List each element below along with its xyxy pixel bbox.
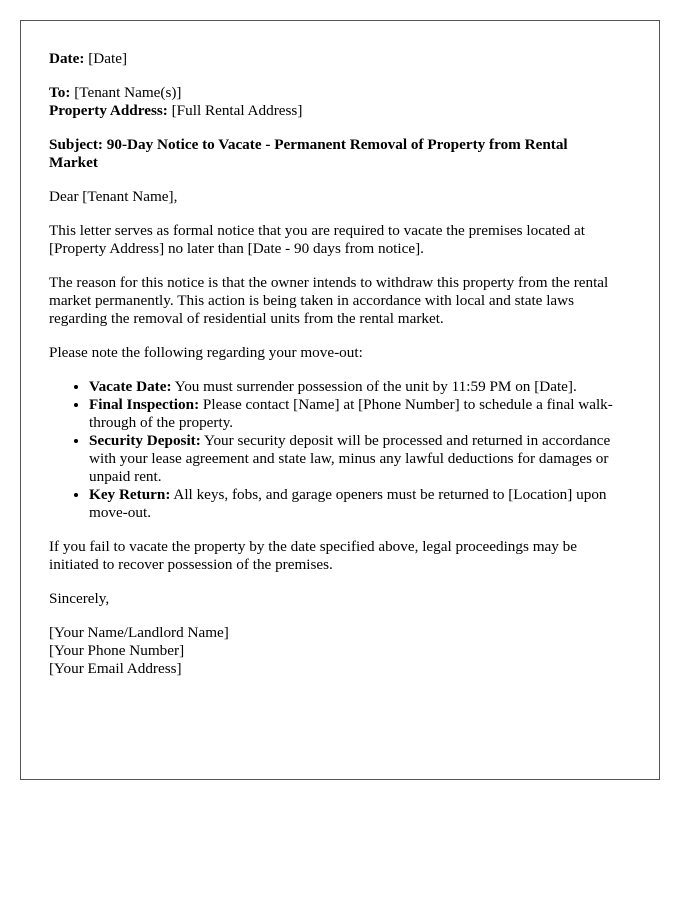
- subject-text: Subject: 90-Day Notice to Vacate - Permanent Removal of Property from Rental Market: [49, 136, 568, 171]
- subject-line: [49, 136, 619, 172]
- letter-body: [49, 50, 619, 678]
- item-text: You must surrender possession of the unit by 11:59 PM on [Date].: [171, 378, 577, 395]
- list-intro: Please note the following regarding your move-out:: [49, 344, 363, 361]
- signature-email: [Your Email Address]: [49, 660, 182, 677]
- notice-paragraph: This letter serves as formal notice that you are required to vacate the premises located at [Property Address] no later than [Date - 90 days from notice].: [49, 222, 585, 257]
- item-label: Security Deposit:: [89, 432, 201, 449]
- move-out-list: [49, 378, 619, 522]
- letter-page: [20, 20, 660, 780]
- list-item-final-inspection: [89, 396, 619, 432]
- salutation: Dear [Tenant Name],: [49, 188, 178, 205]
- list-item-vacate-date: [89, 378, 619, 396]
- address-label: Property Address:: [49, 102, 168, 119]
- to-value: [Tenant Name(s)]: [70, 84, 182, 101]
- address-value: [Full Rental Address]: [167, 102, 303, 119]
- date-line: [49, 50, 619, 68]
- item-label: Final Inspection:: [89, 396, 200, 413]
- recipient-line: [49, 84, 619, 102]
- reason-paragraph: The reason for this notice is that the owner intends to withdraw this property from the rental market permanently. This action is being taken in accordance with local and state laws regarding the removal of residential units from the rental market.: [49, 274, 609, 327]
- signature-name: [Your Name/Landlord Name]: [49, 624, 229, 641]
- list-item-key-return: [89, 486, 619, 522]
- item-text: Your security deposit will be processed and returned in accordance with your lease agreement and state law, minus any lawful deductions for damages or unpaid rent.: [89, 432, 611, 485]
- warning-paragraph: If you fail to vacate the property by the date specified above, legal proceedings may be initiated to recover possession of the premises.: [49, 538, 577, 573]
- item-label: Key Return:: [89, 486, 171, 503]
- list-item-security-deposit: [89, 432, 619, 486]
- property-address-line: [49, 102, 619, 120]
- to-label: To:: [49, 84, 71, 101]
- date-label: Date:: [49, 50, 85, 67]
- date-value: [Date]: [84, 50, 128, 67]
- closing: Sincerely,: [49, 590, 110, 607]
- item-text: All keys, fobs, and garage openers must be returned to [Location] upon move-out.: [89, 486, 607, 521]
- item-label: Vacate Date:: [89, 378, 172, 395]
- signature-phone: [Your Phone Number]: [49, 642, 185, 659]
- item-text: Please contact [Name] at [Phone Number] to schedule a final walk-through of the property.: [89, 396, 613, 431]
